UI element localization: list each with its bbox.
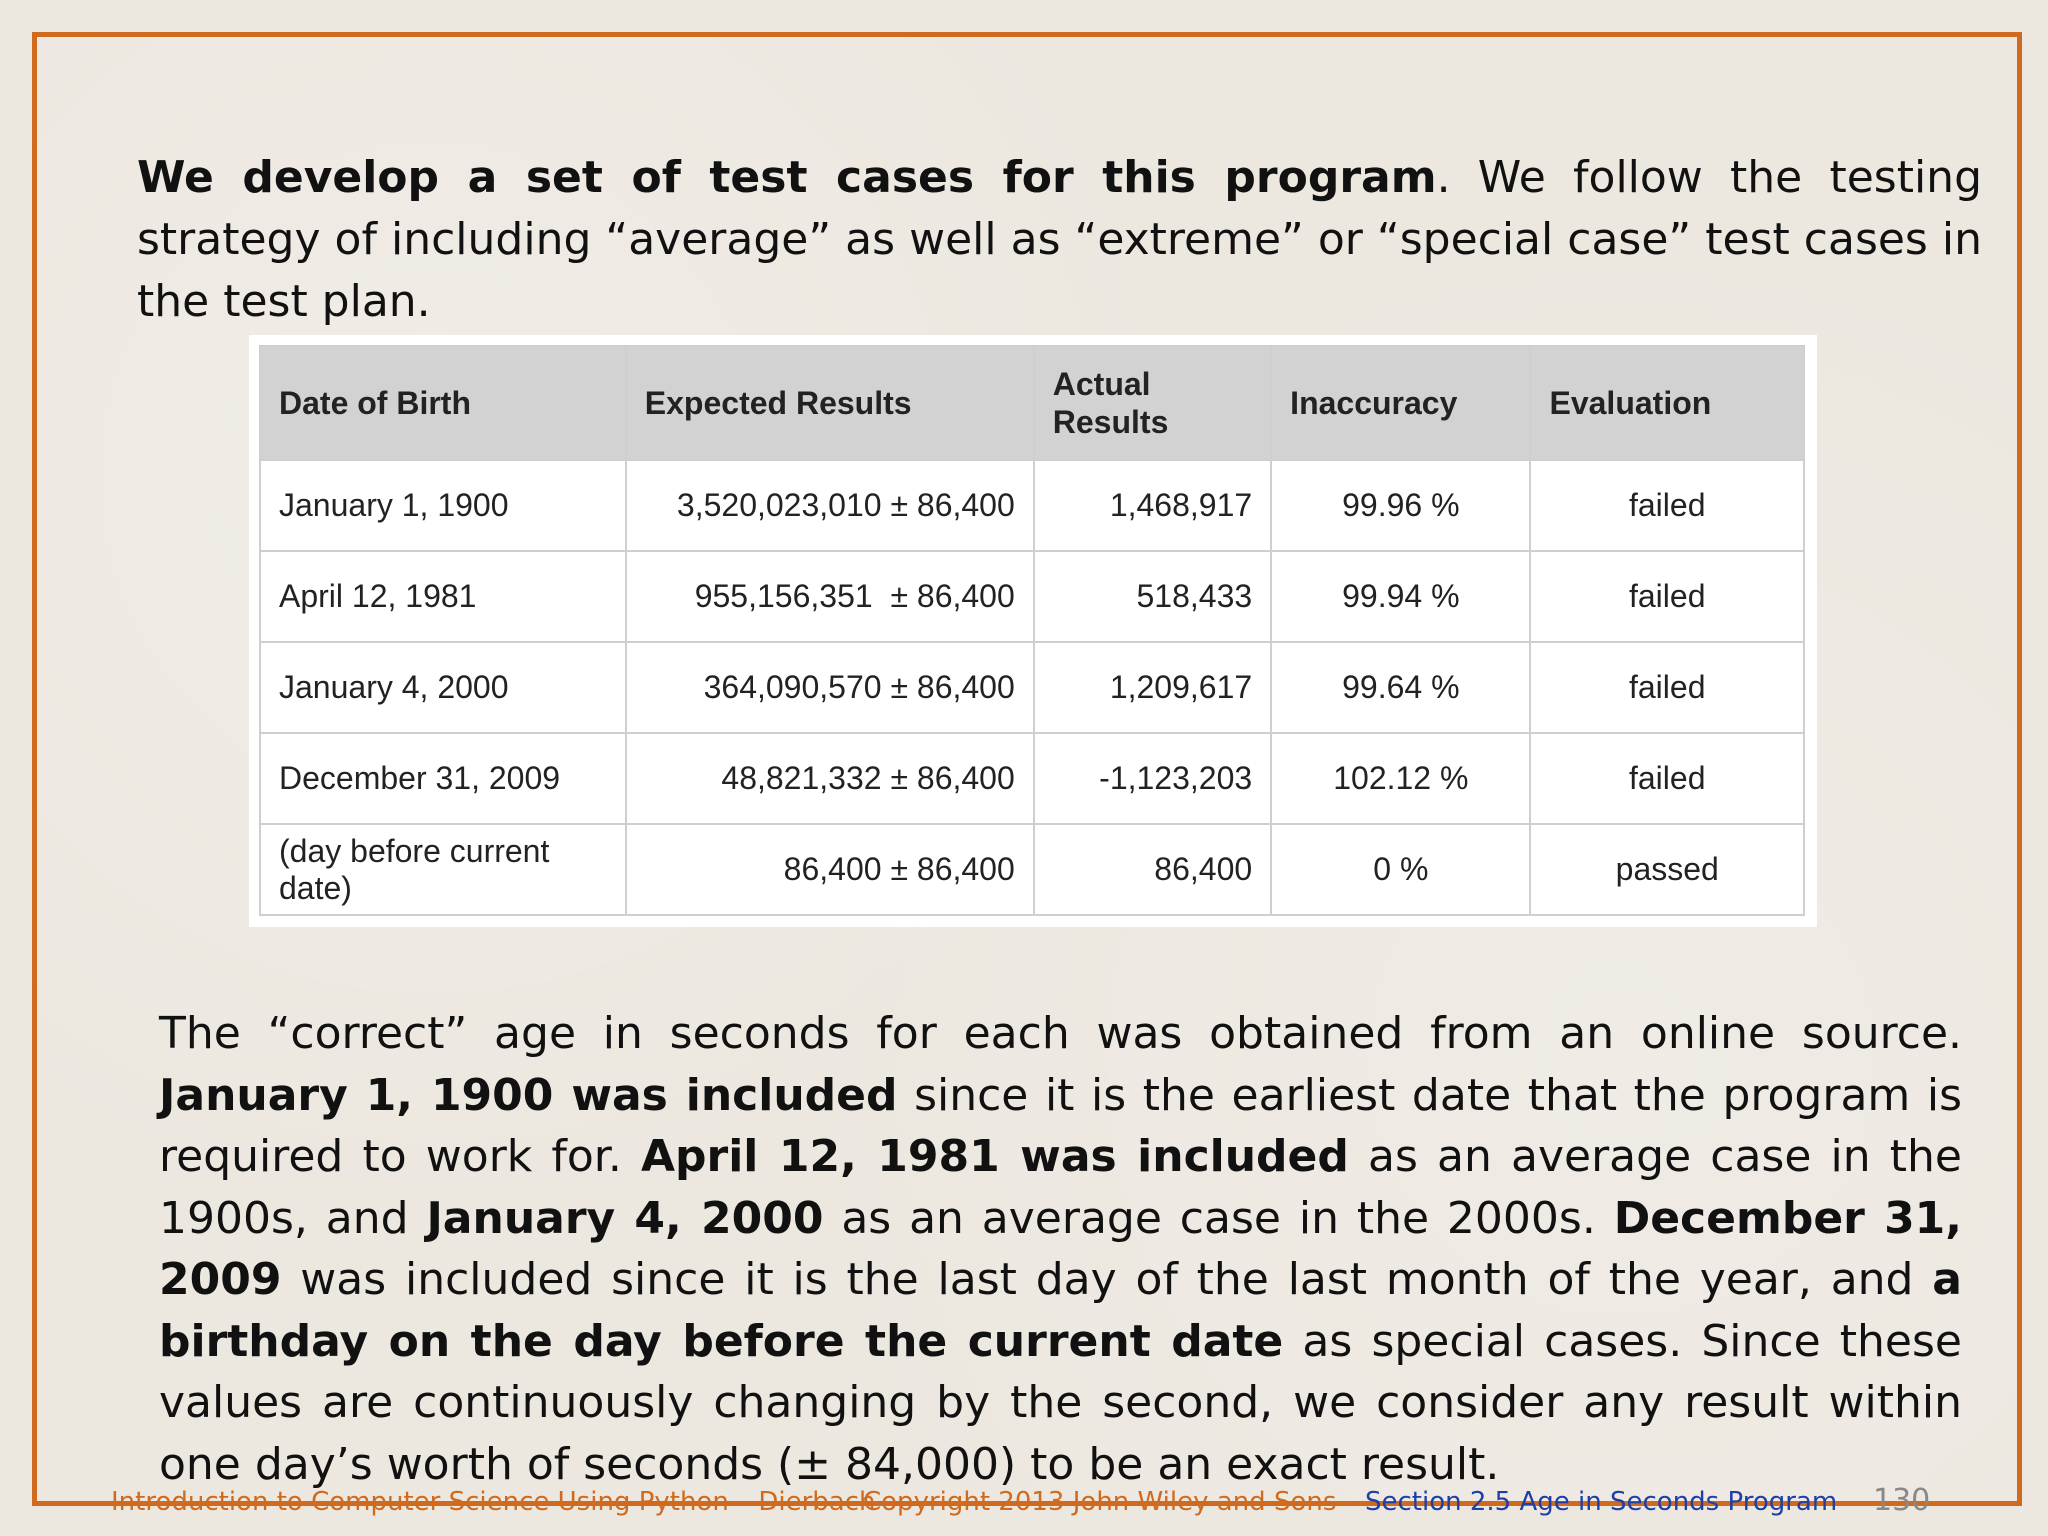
explanation-bold: January 1, 1900 was included	[159, 1069, 898, 1121]
explanation-text: as an average case in the 1900s, and	[159, 1131, 1962, 1244]
cell-actual: 1,209,617	[1034, 642, 1271, 733]
table-row	[260, 551, 1804, 642]
cell-evaluation: failed	[1530, 460, 1804, 551]
cell-dob: January 4, 2000	[260, 642, 626, 733]
intro-paragraph	[137, 147, 1982, 333]
results-table-card	[249, 335, 1817, 927]
explanation-bold: January 4, 2000	[426, 1192, 824, 1244]
header-inaccuracy: Inaccuracy	[1271, 346, 1530, 460]
cell-expected: 3,520,023,010 ± 86,400	[626, 460, 1034, 551]
footer-section: Section 2.5 Age in Seconds Program	[1365, 1487, 1838, 1517]
slide-frame	[32, 32, 2022, 1518]
explanation-text: The “correct” age in seconds for each was obtained from an online source.	[159, 1008, 1962, 1059]
intro-bold: We develop a set of test cases for this program	[137, 152, 1437, 203]
explanation-text: was included since it is the last day of the last month of the year, and	[281, 1254, 1933, 1305]
cell-dob: April 12, 1981	[260, 551, 626, 642]
cell-inaccuracy: 102.12 %	[1271, 733, 1530, 824]
cell-inaccuracy: 99.94 %	[1271, 551, 1530, 642]
header-evaluation: Evaluation	[1530, 346, 1804, 460]
cell-expected: 955,156,351 ± 86,400	[626, 551, 1034, 642]
table-row	[260, 733, 1804, 824]
cell-evaluation: failed	[1530, 733, 1804, 824]
header-actual-results-text: Actual Results	[1052, 366, 1169, 440]
footer-copyright: Copyright 2013 John Wiley and Sons	[863, 1487, 1337, 1517]
explanation-text: as an average case in the 2000s.	[823, 1192, 1614, 1244]
cell-dob: (day before current date)	[260, 824, 626, 915]
header-actual-results	[1034, 346, 1271, 460]
footer-page-number: 130	[1873, 1483, 1931, 1518]
cell-actual: 86,400	[1034, 824, 1271, 915]
table-row	[260, 642, 1804, 733]
explanation-paragraph	[159, 1003, 1962, 1495]
cell-actual: 518,433	[1034, 551, 1271, 642]
explanation-bold: a birthday on the day before the current date	[159, 1254, 1962, 1367]
cell-inaccuracy: 99.64 %	[1271, 642, 1530, 733]
table-row	[260, 460, 1804, 551]
intro-rest: . We follow the testing strategy of including “average” as well as “extreme” or “special case” test cases in the test plan.	[137, 152, 1982, 327]
table-header-row	[260, 346, 1804, 460]
test-results-table	[259, 345, 1805, 916]
explanation-bold: December 31, 2009	[159, 1192, 1963, 1305]
cell-evaluation: failed	[1530, 551, 1804, 642]
cell-actual: -1,123,203	[1034, 733, 1271, 824]
table-row	[260, 824, 1804, 915]
cell-expected: 48,821,332 ± 86,400	[626, 733, 1034, 824]
cell-expected: 86,400 ± 86,400	[626, 824, 1034, 915]
explanation-bold: April 12, 1981 was included	[640, 1131, 1349, 1182]
cell-evaluation: passed	[1530, 824, 1804, 915]
cell-inaccuracy: 99.96 %	[1271, 460, 1530, 551]
cell-evaluation: failed	[1530, 642, 1804, 733]
header-date-of-birth: Date of Birth	[260, 346, 626, 460]
cell-inaccuracy: 0 %	[1271, 824, 1530, 915]
cell-expected: 364,090,570 ± 86,400	[626, 642, 1034, 733]
header-expected-results: Expected Results	[626, 346, 1034, 460]
explanation-text: as special cases. Since these values are continuously changing by the second, we consider any result within one day’s worth of seconds (± 84,000) to be an exact result.	[159, 1315, 1962, 1490]
cell-dob: January 1, 1900	[260, 460, 626, 551]
footer-book-title: Introduction to Computer Science Using Python – Dierbach	[111, 1487, 876, 1517]
cell-dob: December 31, 2009	[260, 733, 626, 824]
cell-actual: 1,468,917	[1034, 460, 1271, 551]
explanation-text: since it is the earliest date that the program is required to work for.	[159, 1069, 1963, 1182]
